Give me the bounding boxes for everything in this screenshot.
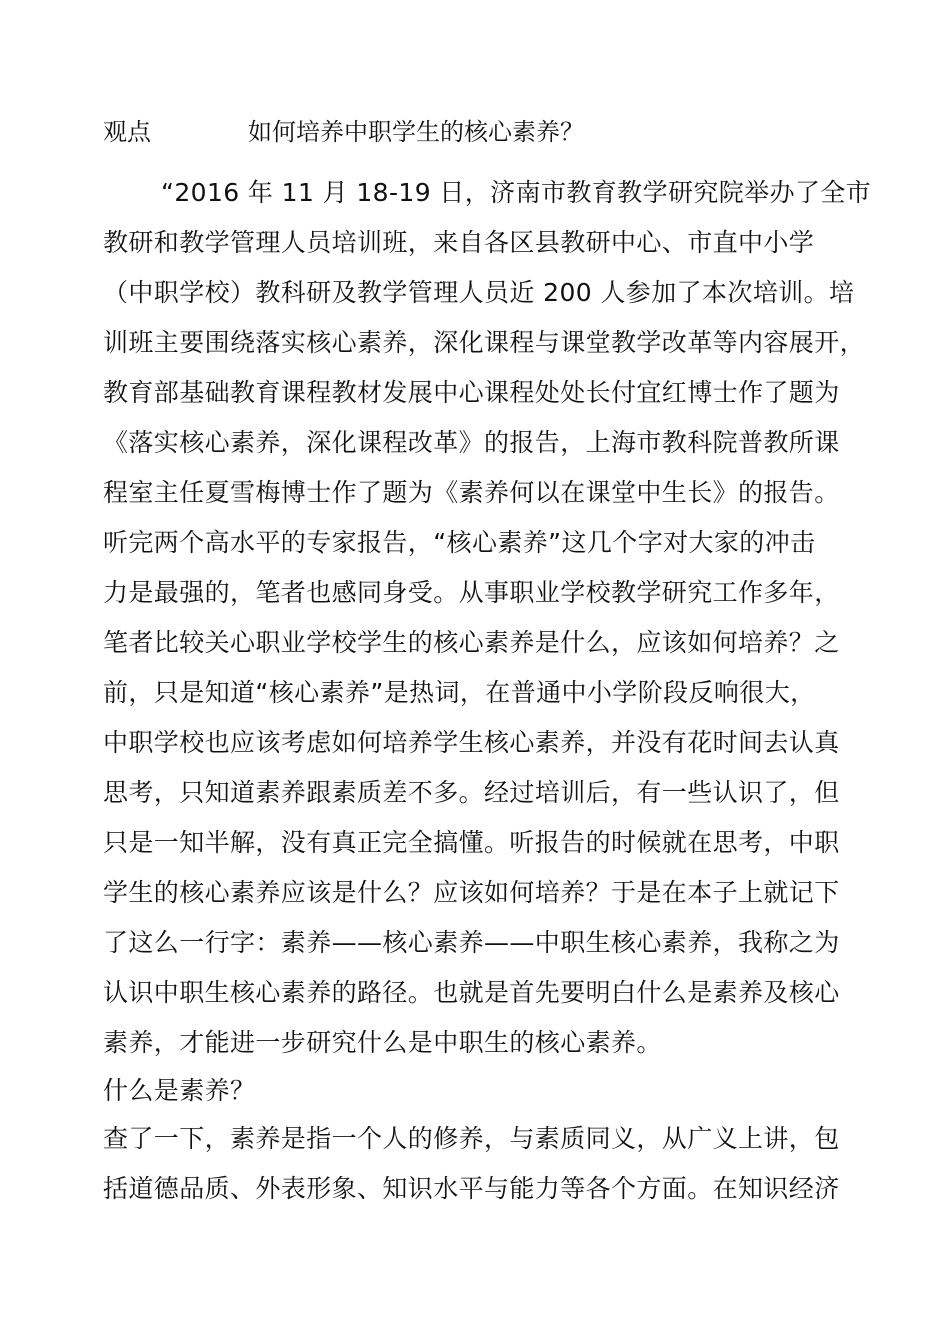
body-line-2: 教研和教学管理人员培训班，来自各区县教研中心、市直中小学 bbox=[103, 228, 815, 257]
article-header bbox=[103, 115, 863, 149]
body-line-13: 思考，只知道素养跟素质差不多。经过培训后，有一些认识了，但 bbox=[103, 778, 840, 807]
body-line-6: 《落实核心素养，深化课程改革》的报告，上海市教科院普教所课 bbox=[103, 428, 840, 457]
body-line-16: 了这么一行字：素养——核心素养——中职生核心素养，我称之为 bbox=[103, 928, 840, 957]
body-line-14: 只是一知半解，没有真正完全搞懂。听报告的时候就在思考，中职 bbox=[103, 828, 840, 857]
body-line-11: 前，只是知道“核心素养”是热词，在普通中小学阶段反响很大， bbox=[103, 678, 816, 707]
body-line-21: 括道德品质、外表形象、知识水平与能力等各个方面。在知识经济 bbox=[103, 1174, 840, 1203]
body-line-4: 训班主要围绕落实核心素养，深化课程与课堂教学改革等内容展开， bbox=[103, 328, 866, 357]
body-line-3: （中职学校）教科研及教学管理人员近 200 人参加了本次培训。培 bbox=[103, 278, 855, 307]
body-line-8: 听完两个高水平的专家报告，“核心素养”这几个字对大家的冲击 bbox=[103, 528, 816, 557]
article-title: 如何培养中职学生的核心素养？ bbox=[248, 118, 584, 146]
body-line-1: “2016 年 11 月 18-19 日，济南市教育教学研究院举办了全市 bbox=[161, 178, 872, 207]
article-body bbox=[103, 168, 872, 1214]
body-line-18: 素养，才能进一步研究什么是中职生的核心素养。 bbox=[103, 1028, 662, 1057]
body-line-5: 教育部基础教育课程教材发展中心课程处处长付宜红博士作了题为 bbox=[103, 378, 840, 407]
section-heading: 什么是素养？ bbox=[103, 1076, 256, 1105]
body-line-9: 力是最强的，笔者也感同身受。从事职业学校教学研究工作多年， bbox=[103, 578, 840, 607]
body-line-17: 认识中职生核心素养的路径。也就是首先要明白什么是素养及核心 bbox=[103, 978, 840, 1007]
body-line-10: 笔者比较关心职业学校学生的核心素养是什么，应该如何培养？之 bbox=[103, 628, 840, 657]
body-line-15: 学生的核心素养应该是什么？应该如何培养？于是在本子上就记下 bbox=[103, 878, 840, 907]
article-category: 观点 bbox=[103, 118, 151, 146]
body-line-7: 程室主任夏雪梅博士作了题为《素养何以在课堂中生长》的报告。 bbox=[103, 478, 840, 507]
body-line-20: 查了一下，素养是指一个人的修养，与素质同义，从广义上讲，包 bbox=[103, 1124, 840, 1153]
body-line-12: 中职学校也应该考虑如何培养学生核心素养，并没有花时间去认真 bbox=[103, 728, 840, 757]
